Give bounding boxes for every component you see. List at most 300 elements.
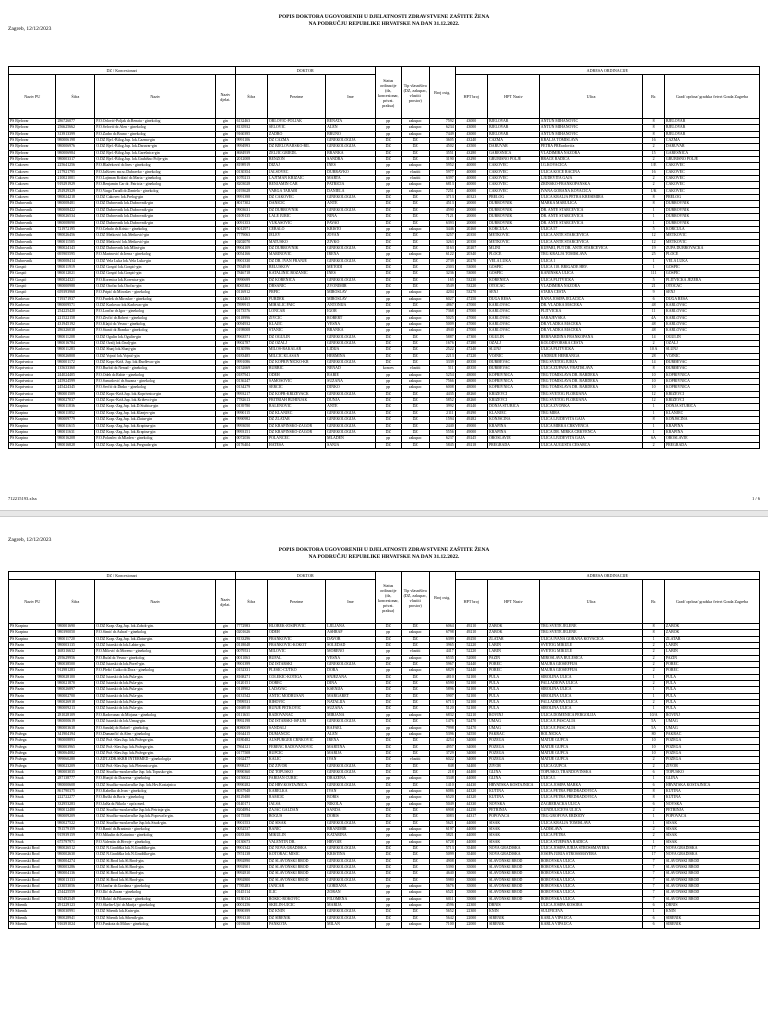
cell-br: 8 (643, 630, 665, 636)
cell-hpt-naziv: GLINA (488, 776, 540, 782)
cell-hpt-naziv: PREGRADA (488, 442, 540, 448)
cell-status: pp (375, 188, 401, 194)
cell-hpt: 52440 (455, 668, 487, 674)
cell-naziv: O.DZ Vela Luka lok.Vela Luka-gin (95, 258, 216, 264)
cell-br: 6 (643, 801, 665, 807)
cell-naziv-pu: PS Slavonski Brod (9, 846, 56, 852)
col-header-grad-2: Grad/ općina/ gradska četvrt Grada Zagreba (664, 580, 759, 624)
cell-ulica: ULICA PETRA PREDRADOVIĆA (539, 788, 643, 794)
cell-ime: MILAN (326, 922, 376, 928)
cell-status: DZ (375, 201, 401, 207)
cell-tip: DZ (401, 271, 429, 277)
cell-sifra: 222722277 (56, 795, 95, 801)
cell-tip: DZ (401, 157, 429, 163)
cell-tip: DZ (401, 846, 429, 852)
cell-br: 1 (643, 706, 665, 712)
cell-sifra-dr: 0177508 (235, 750, 267, 756)
cell-br: 25 (643, 252, 665, 258)
cell-naziv-djelat: gin (216, 896, 235, 902)
cell-ime: INES (326, 163, 376, 169)
cell-br: 10 A (643, 347, 665, 353)
cell-naziv-pu: PS Karlovac (9, 334, 56, 340)
cell-ime: GINEKOLOGIJA (326, 423, 376, 429)
col-header-naziv-djelat: Naziv djelat. (216, 75, 235, 119)
cell-hpt-naziv: POREČ (488, 668, 540, 674)
cell-tip: DZ (401, 334, 429, 340)
table-row (9, 442, 760, 448)
table-body-page-1 (9, 119, 760, 449)
group-header-doktor-2: DOKTOR (235, 572, 375, 580)
cell-ulica: ULICA 118. BRIGADE HRV. (539, 264, 643, 270)
cell-naziv-pu: PS Karlovac (9, 302, 56, 308)
cell-br: 8 (643, 366, 665, 372)
cell-naziv: O.DZ Gospić lok.Gospić-gin (95, 264, 216, 270)
cell-status: pp (375, 655, 401, 661)
cell-prezime: DZ KLANJEC (267, 410, 325, 416)
cell-hpt: 34000 (455, 738, 487, 744)
cell-naziv: O.DZ Slunj lok.Slunj-gin (95, 347, 216, 353)
cell-naziv: O.DZ Otočac lok.Otočac-gin (95, 283, 216, 289)
cell-sifra: 980001172 (56, 360, 95, 366)
cell-prezime: LONČAR (267, 309, 325, 315)
cell-broj: 3551 (429, 150, 455, 156)
cell-ulica: ULICA KOCE RACINA (539, 169, 643, 175)
cell-sifra: 861790375 (56, 788, 95, 794)
cell-naziv-pu: PS Pazin (9, 719, 56, 725)
cell-sifra-dr: 6012971 (235, 226, 267, 232)
cell-hpt: 48000 (455, 385, 487, 391)
cell-br: 1 (643, 636, 665, 642)
cell-naziv-djelat: gin (216, 277, 235, 283)
cell-ulica: TOPUSKO, TRANDOVINSKA (539, 769, 643, 775)
cell-ulica: BOROVSKA ULICA (539, 871, 643, 877)
cell-broj: 1594 (429, 417, 455, 423)
cell-br: 6 (643, 915, 665, 921)
cell-sifra-dr: 7899915 (235, 302, 267, 308)
cell-ulica: ULICA IVANA GORANA KOVAČIĆA (539, 636, 643, 642)
cell-ulica: ULICA PETRA (539, 833, 643, 839)
cell-naziv-djelat: gin (216, 138, 235, 144)
cell-ime: MARIJA (326, 903, 376, 909)
cell-naziv: O.DZ Sisačko-moslavačke Jup.lok.Popovača-gin. (95, 814, 216, 820)
cell-hpt: 35400 (455, 852, 487, 858)
cell-sifra: 217921795 (56, 169, 95, 175)
cell-prezime: VARGA TARAĐI (267, 188, 325, 194)
cell-status: pp (375, 839, 401, 845)
cell-prezime: ROKIĆ-ROKOVIĆ (267, 896, 325, 902)
cell-sifra: 980026534 (56, 214, 95, 220)
cell-br: 1 (643, 264, 665, 270)
cell-hpt-naziv: SENJ (488, 290, 540, 296)
cell-ulica: ULICA I. (539, 776, 643, 782)
col-header-naziv: Naziv (95, 75, 216, 119)
cell-prezime: JANČAR (267, 884, 325, 890)
cell-naziv-djelat: gin (216, 207, 235, 213)
cell-status: DZ (375, 662, 401, 668)
cell-grad: KLANJEC (664, 410, 759, 416)
cell-sifra-dr: 8204894 (235, 807, 267, 813)
cell-naziv-pu: PS Sisak (9, 839, 56, 845)
cell-ime: IGOR (326, 309, 376, 315)
cell-hpt: 35000 (455, 890, 487, 896)
cell-br: 1 (643, 423, 665, 429)
cell-prezime: DZ DR. IVAN FRANJE (267, 258, 325, 264)
cell-hpt-naziv: DARUVAR (488, 144, 540, 150)
cell-naziv-pu: PS Slavonski Brod (9, 865, 56, 871)
cell-ulica: BOROVSKA ULICA (539, 884, 643, 890)
cell-naziv-djelat: gin (216, 302, 235, 308)
cell-naziv-pu: PS Gospić (9, 277, 56, 283)
cell-grad: PREGRADA (664, 442, 759, 448)
cell-naziv-pu: PS Dubrovnik (9, 226, 56, 232)
cell-hpt: 49240 (455, 404, 487, 410)
cell-hpt-naziv: PLOČE (488, 252, 540, 258)
cell-ulica: JOSIPA JURJA STROSSMAYERA (539, 852, 643, 858)
cell-tip: DZ (401, 719, 429, 725)
cell-ulica: SIROLINA ULICA (539, 706, 643, 712)
cell-ulica: ULICA GUPCA (539, 763, 643, 769)
cell-prezime: JELEV (267, 233, 325, 239)
cell-status: DZ (375, 693, 401, 699)
cell-naziv: O.DZ Ozalj lok.Ozalj-gin (95, 341, 216, 347)
cell-ime: GINEKOLOGIJA (326, 391, 376, 397)
cell-ime: NINA (326, 214, 376, 220)
cell-sifra: 980027522 (56, 820, 95, 826)
col-header-tip: Tip vlasništva (DZ, zakupac, vlastiti prostor) (401, 67, 429, 119)
col-header-tip-2: Tip vlasništva (DZ, zakupac, vlastiti prostor) (401, 572, 429, 624)
cell-status: DZ (375, 442, 401, 448)
cell-ulica: BERNARDINA FRANKOPANA (539, 334, 643, 340)
cell-hpt: 53270 (455, 290, 487, 296)
cell-status: DZ (375, 245, 401, 251)
cell-broj: 6798 (429, 630, 455, 636)
cell-tip: DZ (401, 258, 429, 264)
cell-naziv-pu: PS Pazin (9, 662, 56, 668)
cell-grad: NOVSKA (664, 801, 759, 807)
cell-ulica: TRG KRALJA TOMISLAVA (539, 252, 643, 258)
cell-sifra-dr: 0183106 (235, 833, 267, 839)
cell-naziv-djelat: gin (216, 750, 235, 756)
cell-hpt: 49250 (455, 636, 487, 642)
cell-hpt-naziv: SLAVONSKI BROD (488, 865, 540, 871)
cell-sifra: 254425559 (56, 890, 95, 896)
cell-naziv: O.DZ Krap.-Zag.Jup. lok.Krapina-gin (95, 423, 216, 429)
cell-sifra: 980064082 (56, 750, 95, 756)
cell-sifra-dr: 9992198 (235, 719, 267, 725)
cell-broj: 3549 (429, 283, 455, 289)
cell-grad: POREČ (664, 662, 759, 668)
cell-prezime: DZ SLAVONSKI BROD (267, 865, 325, 871)
cell-tip: zakupac (401, 903, 429, 909)
cell-br: 80 (643, 731, 665, 737)
cell-prezime: DZ BJELOVARSKO-BIL (267, 144, 325, 150)
cell-ulica: MATIJE GUPCA (539, 750, 643, 756)
col-header-status-2: Status ordinacije (dz, koncesionar, privat. praksa) (375, 572, 401, 624)
cell-naziv-pu: PS Krapina (9, 423, 56, 429)
cell-prezime: BUFAL (267, 655, 325, 661)
cell-sifra: 980000619 (56, 719, 95, 725)
cell-sifra: 135633360 (56, 366, 95, 372)
cell-broj: 4417 (429, 649, 455, 655)
cell-naziv: P.O.Varga Tarađi dr.Daniela - ginekolog (95, 188, 216, 194)
cell-naziv-pu: PS Šibenik (9, 903, 56, 909)
cell-hpt-naziv: PULA (488, 706, 540, 712)
cell-naziv-pu: PS Dubrovnik (9, 252, 56, 258)
cell-hpt-naziv: OZALJ (488, 341, 540, 347)
cell-naziv-djelat: gin (216, 417, 235, 423)
cell-hpt-naziv: PETRINJA (488, 807, 540, 813)
cell-hpt: 43000 (455, 131, 487, 137)
cell-sifra-dr: 0193638 (235, 922, 267, 928)
cell-broj: 6197 (429, 827, 455, 833)
cell-tip: DZ (401, 214, 429, 220)
cell-sifra-dr: 0131542 (235, 693, 267, 699)
cell-naziv-djelat: gin (216, 442, 235, 448)
cell-grad: DUBROVNIK (664, 214, 759, 220)
cell-sifra-dr: 9991086 (235, 360, 267, 366)
cell-naziv-pu: PS Dubrovnik (9, 233, 56, 239)
cell-naziv-pu: PS Karlovac (9, 309, 56, 315)
cell-tip: zakupac (401, 125, 429, 131)
cell-status: pp (375, 712, 401, 718)
cell-prezime: FRITRIAH BUHINJAK (267, 398, 325, 404)
cell-prezime: ČOLEKIĆ-KOTIGA (267, 674, 325, 680)
cell-tip: DZ (401, 341, 429, 347)
cell-naziv: P.O.Lajtman Križaić dr.Marta - ginekolog (95, 176, 216, 182)
cell-sifra-dr: 0201626 (235, 630, 267, 636)
cell-ulica: IVANA GORANA KOVAČIĆA (539, 188, 643, 194)
cell-ulica: MARKA MARULIĆA (539, 201, 643, 207)
cell-naziv-pu: PS Sisak (9, 807, 56, 813)
cell-naziv-pu: PS Bjelovar (9, 157, 56, 163)
cell-broj: 6234 (429, 125, 455, 131)
cell-hpt: 20000 (455, 201, 487, 207)
cell-ulica: MATIJE GUPCA (539, 738, 643, 744)
cell-grad: PETRINJA (664, 807, 759, 813)
cell-status: DZ (375, 706, 401, 712)
cell-sifra-dr: 0111631 (235, 712, 267, 718)
cell-prezime: DZ TOPUSKO (267, 769, 325, 775)
cell-grad: KRIŽEVCI (664, 398, 759, 404)
cell-sifra: 244024405 (56, 372, 95, 378)
cell-hpt: 44000 (455, 833, 487, 839)
cell-grad: DUBROVNIK (664, 220, 759, 226)
cell-ime: GINEKOLOGIJA (326, 360, 376, 366)
cell-sifra: 980011615 (56, 423, 95, 429)
cell-ulica: BANA JOSIPA JELAČIĆA (539, 296, 643, 302)
cell-broj: 5713 (429, 846, 455, 852)
cell-grad: KOPRIVNICA (664, 379, 759, 385)
cell-status: DZ (375, 429, 401, 435)
cell-hpt: 44000 (455, 776, 487, 782)
cell-naziv: P.O.Samošović dr.Suzana - ginekolog (95, 379, 216, 385)
cell-naziv-djelat: gin (216, 201, 235, 207)
cell-broj: 3236 (429, 271, 455, 277)
cell-tip: zakupac (401, 668, 429, 674)
cell-tip: DZ (401, 207, 429, 213)
cell-sifra: 980011631 (56, 429, 95, 435)
cell-naziv-djelat: gin (216, 404, 235, 410)
cell-sifra-dr: 8130134 (235, 896, 267, 902)
cell-grad: ČAZMA (664, 138, 759, 144)
cell-grad: PULA (664, 693, 759, 699)
cell-status: DZ (375, 820, 401, 826)
cell-grad: PRELOG (664, 195, 759, 201)
cell-grad: SLAVONSKI BROD (664, 871, 759, 877)
cell-grad: PAZIN (664, 655, 759, 661)
cell-tip: zakupac (401, 795, 429, 801)
cell-status: DZ (375, 636, 401, 642)
cell-status: DZ (375, 239, 401, 245)
cell-status: DZ (375, 138, 401, 144)
cell-tip: vlastiti (401, 757, 429, 763)
cell-hpt: 49000 (455, 423, 487, 429)
cell-ulica: TRG SVETOG FLORIJANA (539, 391, 643, 397)
cell-broj: 5120 (429, 706, 455, 712)
cell-naziv-djelat: gin (216, 410, 235, 416)
cell-broj: 6728 (429, 839, 455, 845)
cell-br: 1 (643, 820, 665, 826)
cell-ime: DORIS (326, 814, 376, 820)
cell-sifra: 980012480 (56, 807, 95, 813)
cell-prezime: DZ NOVA GRADIŠKA (267, 846, 325, 852)
cell-naziv-djelat: gin (216, 769, 235, 775)
cell-sifra-dr: 9901342 (235, 846, 267, 852)
cell-br: 48 (643, 322, 665, 328)
cell-naziv-djelat: gin (216, 385, 235, 391)
cell-tip: DZ (401, 871, 429, 877)
cell-sifra-dr: 8135932 (235, 125, 267, 131)
document-title-2 (0, 547, 768, 561)
cell-status: DZ (375, 144, 401, 150)
cell-status: DZ (375, 643, 401, 649)
cell-ime: KATARINA (326, 833, 376, 839)
cell-broj: 4254 (429, 738, 455, 744)
cell-sifra-dr: 0198008 (235, 328, 267, 334)
cell-br: 111 (643, 271, 665, 277)
cell-ime: METODI (326, 264, 376, 270)
cell-ulica: PLITVIČKA (539, 309, 643, 315)
cell-naziv: O.DZ Krap.-Zag.Jup. lok.Klanjec-gin (95, 410, 216, 416)
cell-naziv-djelat: gin (216, 157, 235, 163)
cell-naziv-pu: PS Karlovac (9, 315, 56, 321)
cell-broj: 5396 (429, 731, 455, 737)
cell-tip: DZ (401, 877, 429, 883)
cell-naziv-pu: PS Požega (9, 750, 56, 756)
cell-ime: VESNA (326, 322, 376, 328)
cell-broj: 4640 (429, 871, 455, 877)
cell-prezime: ILIĆ (267, 890, 325, 896)
cell-broj: 5952 (429, 163, 455, 169)
cell-naziv-pu: PS Karlovac (9, 347, 56, 353)
cell-naziv-pu: PS Pazin (9, 687, 56, 693)
cell-br: 6 (643, 782, 665, 788)
cell-prezime: MIHALIĆ PAIĆ (267, 302, 325, 308)
cell-broj: 5907 (429, 693, 455, 699)
cell-naziv: P.O.Lončar dr.Igor - ginekolog (95, 309, 216, 315)
cell-hpt-naziv: GLINA (488, 769, 540, 775)
cell-broj: 4590 (429, 207, 455, 213)
cell-tip: zakupac (401, 788, 429, 794)
cell-tip: zakupac (401, 315, 429, 321)
cell-ulica: ULICA ANTE STARČEVIĆA (539, 239, 643, 245)
cell-sifra-dr: 9993217 (235, 391, 267, 397)
cell-grad: GOSPIĆ (664, 264, 759, 270)
cell-prezime: KABELKA (267, 788, 325, 794)
cell-naziv: O.DZ Sisačko-moslavačke Jup. lok.Topusko-gin. (95, 769, 216, 775)
cell-naziv-djelat: gin (216, 163, 235, 169)
cell-hpt: 35000 (455, 858, 487, 864)
title-line-2: NA PODRUČJU REPUBLIKE HRVATSKE NA DAN 31.12.2022. (308, 21, 460, 27)
cell-grad: KARLOVAC (664, 315, 759, 321)
cell-naziv: O.DZ Šibenik lok.Knin-gin. (95, 909, 216, 915)
cell-naziv-djelat: gin (216, 423, 235, 429)
cell-naziv-pu: PS Gospić (9, 264, 56, 270)
cell-naziv: P.O.Blažeković dr.Ines - ginekolog (95, 163, 216, 169)
cell-grad: DARUVAR (664, 144, 759, 150)
cell-naziv-djelat: gin (216, 347, 235, 353)
cell-br: 2 (643, 341, 665, 347)
cell-hpt: 47240 (455, 347, 487, 353)
cell-br: 7 (643, 858, 665, 864)
cell-sifra-dr: 9901399 (235, 662, 267, 668)
cell-prezime: VUKASOVIĆ (267, 220, 325, 226)
cell-sifra: 980008090 (56, 220, 95, 226)
cell-status: DZ (375, 360, 401, 366)
cell-status: pp (375, 890, 401, 896)
cell-ulica: MATIJE GUPCA (539, 757, 643, 763)
cell-broj: 218 (429, 769, 455, 775)
cell-naziv-pu: PS Čakovec (9, 182, 56, 188)
cell-sifra-dr: 0130673 (235, 839, 267, 845)
cell-ime: ZORAN (326, 890, 376, 896)
cell-naziv-djelat: gin (216, 290, 235, 296)
cell-naziv-pu: PS Krapina (9, 436, 56, 442)
cell-naziv-djelat: gin (216, 283, 235, 289)
cell-naziv: O.DZ Dubrovnik lok.Dubrovnik-gin (95, 214, 216, 220)
cell-broj: 6399 (429, 636, 455, 642)
cell-ime: NIKOLA (326, 801, 376, 807)
cell-hpt: 20000 (455, 207, 487, 213)
cell-status: DZ (375, 700, 401, 706)
cell-hpt-naziv: OTOČAC (488, 283, 540, 289)
cell-ime: MORENO (326, 649, 376, 655)
cell-br: 1 (643, 258, 665, 264)
cell-naziv-djelat: gin (216, 681, 235, 687)
cell-ime: ZIVKO (326, 239, 376, 245)
cell-grad: HRVATSKA KOSTAJNICA (664, 782, 759, 788)
cell-tip: zakupac (401, 655, 429, 661)
cell-sifra: 980011852 (56, 410, 95, 416)
cell-sifra: 291229123 (56, 903, 95, 909)
cell-broj: 4502 (429, 144, 455, 150)
cell-sifra-dr: 9992890 (235, 858, 267, 864)
cell-sifra: 980026897 (56, 687, 95, 693)
cell-status: pp (375, 252, 401, 258)
cell-naziv: O.DZ Dubrovnik lok.Dubrovnik-gin (95, 220, 216, 226)
cell-naziv: O.DZ Kopr.-Križ.Jup. lok.Koprivnica-gin (95, 391, 216, 397)
cell-naziv: O.DZ Sl.Brod lok.Sl.Brod-gin. (95, 858, 216, 864)
cell-broj: 6122 (429, 252, 455, 258)
cell-tip: DZ (401, 744, 429, 750)
cell-ime: LJILJANA (326, 624, 376, 630)
cell-naziv: O.DZ Istarski dz lok.Umag-gin. (95, 719, 216, 725)
cell-sifra-dr: 0052537 (235, 827, 267, 833)
cell-br: 7 (643, 877, 665, 883)
cell-br: 16 (643, 169, 665, 175)
cell-status: DZ (375, 195, 401, 201)
cell-status: DZ (375, 624, 401, 630)
